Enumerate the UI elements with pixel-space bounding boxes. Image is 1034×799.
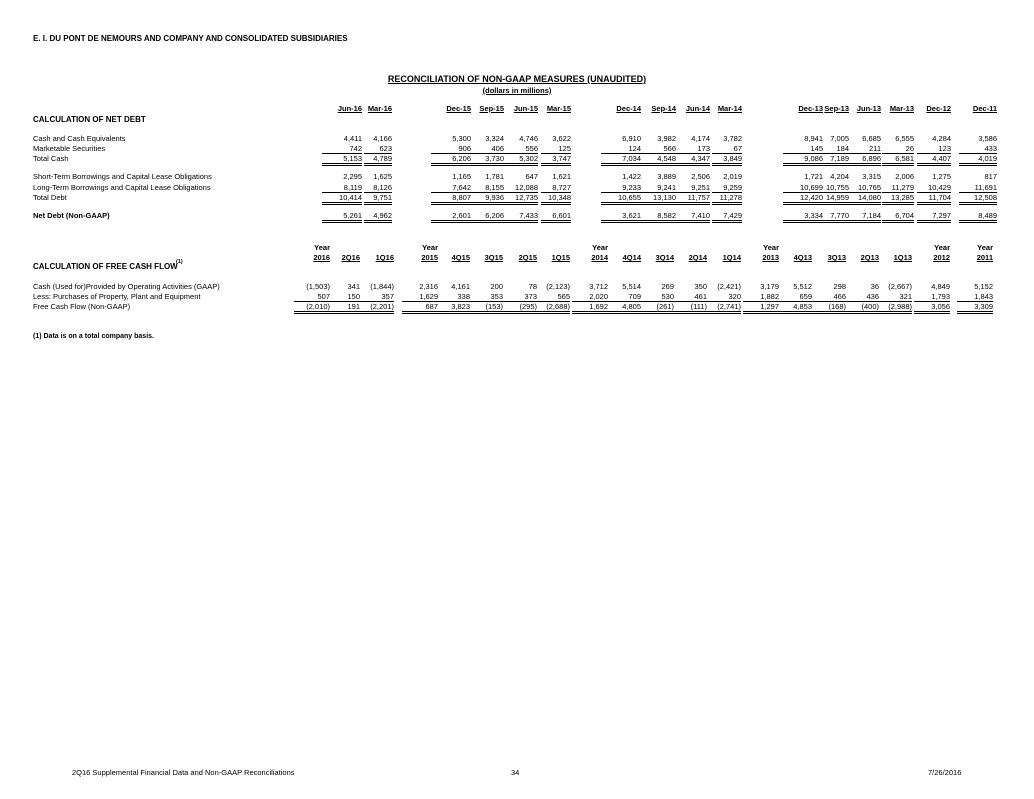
fcf-col-header: 2Q15: [518, 253, 537, 262]
table-cell: 1,275: [932, 172, 951, 181]
net-debt-col-header: Dec-12: [926, 104, 951, 113]
table-cell: (168): [810, 302, 846, 314]
table-cell: 466: [810, 292, 846, 302]
table-cell: 1,621: [552, 172, 571, 181]
table-cell: 2,506: [691, 172, 710, 181]
table-cell: 10,429: [917, 183, 951, 193]
table-cell: (261): [638, 302, 674, 314]
table-cell: (2,201): [358, 302, 394, 314]
net-debt-col-header: Dec-13: [798, 104, 823, 113]
table-cell: 357: [358, 292, 394, 302]
table-cell: 2,006: [895, 172, 914, 181]
table-cell: 3,889: [657, 172, 676, 181]
fcf-col-header: 3Q13: [827, 253, 846, 262]
table-cell: 5,153: [322, 154, 362, 166]
fcf-col-header: 2014: [591, 253, 608, 262]
table-cell: 6,206: [431, 154, 471, 166]
net-debt-col-header: Mar-15: [546, 104, 571, 113]
table-cell: 320: [705, 292, 741, 302]
table-cell: 6,910: [622, 134, 641, 143]
table-cell: 8,489: [959, 211, 997, 223]
table-cell: 1,781: [485, 172, 504, 181]
table-cell: (153): [467, 302, 503, 314]
fcf-col-header-top: Year: [763, 243, 779, 252]
table-cell: 11,278: [712, 193, 742, 205]
table-cell: 3,982: [657, 134, 676, 143]
net-debt-col-header: Jun-14: [685, 104, 710, 113]
net-debt-col-header: Sep-13: [824, 104, 849, 113]
table-cell: 12,088: [498, 183, 538, 193]
table-cell: 5,512: [793, 282, 812, 291]
table-cell: 2,295: [343, 172, 362, 181]
table-cell: 4,962: [364, 211, 392, 223]
fcf-col-header: 2Q14: [688, 253, 707, 262]
table-cell: 3,179: [760, 282, 779, 291]
table-cell: 7,410: [676, 211, 710, 223]
table-cell: 4,174: [691, 134, 710, 143]
table-cell: 1,625: [373, 172, 392, 181]
table-cell: 7,642: [431, 183, 471, 193]
table-cell: 4,805: [605, 302, 641, 314]
table-cell: 200: [490, 282, 503, 291]
table-cell: 12,735: [498, 193, 538, 205]
table-cell: 1,843: [957, 292, 993, 302]
table-cell: (1,844): [370, 282, 394, 291]
net-debt-row-label: Total Cash: [33, 154, 69, 163]
net-debt-col-header: Jun-15: [513, 104, 538, 113]
table-cell: 145: [783, 144, 823, 154]
table-cell: (1,503): [306, 282, 330, 291]
table-cell: 3,056: [914, 302, 950, 314]
table-cell: 1,165: [452, 172, 471, 181]
net-debt-col-header: Mar-14: [717, 104, 742, 113]
table-cell: 7,005: [830, 134, 849, 143]
table-cell: 10,755: [815, 183, 849, 193]
table-cell: 9,086: [783, 154, 823, 166]
table-cell: (295): [501, 302, 537, 314]
table-cell: 9,259: [712, 183, 742, 193]
table-cell: 6,581: [882, 154, 914, 166]
fcf-section-title: CALCULATION OF FREE CASH FLOW: [33, 262, 178, 271]
table-cell: 10,348: [541, 193, 571, 205]
table-cell: 7,189: [815, 154, 849, 166]
table-cell: 6,555: [895, 134, 914, 143]
table-cell: 7,433: [498, 211, 538, 223]
table-cell: 4,789: [364, 154, 392, 166]
table-cell: 7,034: [601, 154, 641, 166]
table-cell: 67: [712, 144, 742, 154]
fcf-col-header-top: Year: [977, 243, 993, 252]
table-cell: 13,285: [882, 193, 914, 205]
table-cell: 3,621: [601, 211, 641, 223]
table-cell: 1,692: [572, 302, 608, 314]
table-cell: 8,807: [431, 193, 471, 205]
table-cell: 10,699: [783, 183, 823, 193]
table-cell: 14,959: [815, 193, 849, 205]
table-cell: 4,347: [676, 154, 710, 166]
fcf-col-header: 2Q16: [341, 253, 360, 262]
fcf-row-label: Less: Purchases of Property, Plant and Equipment: [33, 292, 201, 301]
table-cell: 14,080: [847, 193, 881, 205]
table-cell: 709: [605, 292, 641, 302]
table-cell: 461: [671, 292, 707, 302]
table-cell: 6,685: [862, 134, 881, 143]
table-cell: 10,655: [601, 193, 641, 205]
table-cell: 3,622: [552, 134, 571, 143]
report-title: RECONCILIATION OF NON-GAAP MEASURES (UNAUDITED): [387, 74, 647, 84]
table-cell: 406: [468, 144, 504, 154]
table-cell: 269: [661, 282, 674, 291]
table-cell: 8,727: [541, 183, 571, 193]
table-cell: 556: [498, 144, 538, 154]
fcf-col-header-top: Year: [592, 243, 608, 252]
table-cell: 8,119: [322, 183, 362, 193]
table-cell: 9,751: [364, 193, 392, 205]
table-cell: 11,691: [959, 183, 997, 193]
fcf-col-header: 2016: [313, 253, 330, 262]
table-cell: (2,667): [888, 282, 912, 291]
table-cell: 125: [541, 144, 571, 154]
table-cell: 436: [843, 292, 879, 302]
table-cell: 8,155: [468, 183, 504, 193]
table-cell: (2,010): [294, 302, 330, 314]
fcf-row-label: Cash (Used for)Provided by Operating Activities (GAAP): [33, 282, 220, 291]
table-cell: 3,730: [468, 154, 504, 166]
net-debt-col-header: Sep-14: [651, 104, 676, 113]
net-debt-col-header: Jun-16: [337, 104, 362, 113]
table-cell: 566: [640, 144, 676, 154]
table-cell: 3,309: [957, 302, 993, 314]
table-cell: 8,582: [640, 211, 676, 223]
table-cell: 565: [534, 292, 570, 302]
table-cell: (2,123): [546, 282, 570, 291]
table-cell: 4,746: [519, 134, 538, 143]
net-debt-col-header: Jun-13: [856, 104, 881, 113]
table-cell: 12,508: [959, 193, 997, 205]
table-cell: 4,853: [776, 302, 812, 314]
fcf-col-header: 1Q14: [722, 253, 741, 262]
table-cell: 1,422: [622, 172, 641, 181]
table-cell: 1,297: [743, 302, 779, 314]
table-cell: 8,126: [364, 183, 392, 193]
table-cell: (111): [671, 302, 707, 314]
table-cell: 4,166: [373, 134, 392, 143]
table-cell: 11,279: [882, 183, 914, 193]
table-cell: 507: [294, 292, 330, 302]
table-cell: 123: [917, 144, 951, 154]
table-cell: 353: [467, 292, 503, 302]
net-debt-row-label: Net Debt (Non-GAAP): [33, 211, 110, 220]
table-cell: 10,765: [847, 183, 881, 193]
table-cell: 373: [501, 292, 537, 302]
table-cell: 10,414: [322, 193, 362, 205]
fcf-row-label: Free Cash Flow (Non-GAAP): [33, 302, 131, 311]
table-cell: 5,300: [452, 134, 471, 143]
fcf-col-header: 2015: [421, 253, 438, 262]
fcf-col-header: 2013: [762, 253, 779, 262]
net-debt-col-header: Sep-15: [479, 104, 504, 113]
net-debt-row-label: Total Debt: [33, 193, 67, 202]
table-cell: 4,019: [959, 154, 997, 166]
fcf-col-header: 4Q13: [793, 253, 812, 262]
table-cell: 4,849: [931, 282, 950, 291]
table-cell: 623: [364, 144, 392, 154]
net-debt-row-label: Cash and Cash Equivalents: [33, 134, 126, 143]
footer-left: 2Q16 Supplemental Financial Data and Non-GAAP Reconciliations: [72, 768, 295, 777]
table-cell: 6,704: [882, 211, 914, 223]
fcf-col-header-top: Year: [422, 243, 438, 252]
table-cell: 2,316: [419, 282, 438, 291]
fcf-col-header: 4Q14: [622, 253, 641, 262]
table-cell: 5,152: [974, 282, 993, 291]
table-cell: 6,896: [847, 154, 881, 166]
table-cell: 9,233: [601, 183, 641, 193]
table-cell: (2,988): [876, 302, 912, 314]
table-cell: 1,793: [914, 292, 950, 302]
table-cell: 1,882: [743, 292, 779, 302]
net-debt-row-label: Long-Term Borrowings and Capital Lease Obligations: [33, 183, 211, 192]
net-debt-row-label: Marketable Securities: [33, 144, 106, 153]
table-cell: (2,421): [717, 282, 741, 291]
fcf-col-header: 2012: [933, 253, 950, 262]
table-cell: 2,601: [431, 211, 471, 223]
footnote: (1) Data is on a total company basis.: [33, 333, 154, 340]
table-cell: 7,184: [847, 211, 881, 223]
table-cell: 211: [847, 144, 881, 154]
net-debt-col-header: Mar-16: [367, 104, 392, 113]
net-debt-col-header: Dec-14: [616, 104, 641, 113]
table-cell: 5,514: [622, 282, 641, 291]
table-cell: 3,849: [712, 154, 742, 166]
table-cell: 2,019: [723, 172, 742, 181]
table-cell: 1,629: [402, 292, 438, 302]
page-number: 34: [511, 768, 520, 777]
net-debt-row-label: Short-Term Borrowings and Capital Lease Obligations: [33, 172, 212, 181]
table-cell: 11,704: [917, 193, 951, 205]
table-cell: 341: [347, 282, 360, 291]
table-cell: 2,020: [572, 292, 608, 302]
table-cell: 191: [324, 302, 360, 314]
table-cell: 298: [833, 282, 846, 291]
table-cell: 13,130: [640, 193, 676, 205]
table-cell: 3,586: [978, 134, 997, 143]
table-cell: 12,420: [783, 193, 823, 205]
fcf-col-header-top: Year: [314, 243, 330, 252]
table-cell: 6,206: [468, 211, 504, 223]
table-cell: 350: [694, 282, 707, 291]
table-cell: 4,407: [917, 154, 951, 166]
fcf-col-header: 4Q15: [451, 253, 470, 262]
table-cell: 78: [528, 282, 537, 291]
table-cell: 11,757: [676, 193, 710, 205]
table-cell: 173: [676, 144, 710, 154]
table-cell: 817: [984, 172, 997, 181]
table-cell: 338: [434, 292, 470, 302]
table-cell: 1,721: [804, 172, 823, 181]
table-cell: 4,284: [932, 134, 951, 143]
fcf-col-header: 3Q15: [484, 253, 503, 262]
table-cell: 150: [324, 292, 360, 302]
fcf-col-header: 2Q13: [860, 253, 879, 262]
table-cell: 4,548: [640, 154, 676, 166]
net-debt-col-header: Dec-15: [446, 104, 471, 113]
table-cell: 5,261: [322, 211, 362, 223]
report-subtitle: (dollars in millions): [482, 86, 552, 95]
table-cell: 184: [815, 144, 849, 154]
table-cell: 36: [870, 282, 879, 291]
table-cell: 742: [322, 144, 362, 154]
table-cell: 9,251: [676, 183, 710, 193]
table-cell: 5,302: [498, 154, 538, 166]
table-cell: 124: [601, 144, 641, 154]
table-cell: 8,941: [804, 134, 823, 143]
net-debt-col-header: Dec-11: [972, 104, 997, 113]
fcf-section-footnote-ref: (1): [176, 259, 183, 265]
table-cell: (400): [843, 302, 879, 314]
fcf-col-header: 1Q16: [375, 253, 394, 262]
table-cell: 3,712: [589, 282, 608, 291]
net-debt-col-header: Mar-13: [889, 104, 914, 113]
table-cell: 4,204: [830, 172, 849, 181]
table-cell: 3,747: [541, 154, 571, 166]
table-cell: 3,315: [862, 172, 881, 181]
footer-date: 7/26/2016: [928, 768, 962, 777]
table-cell: 321: [876, 292, 912, 302]
table-cell: (2,741): [705, 302, 741, 314]
table-cell: 4,161: [451, 282, 470, 291]
table-cell: 433: [959, 144, 997, 154]
table-cell: 9,241: [640, 183, 676, 193]
table-cell: 3,324: [485, 134, 504, 143]
table-cell: 3,334: [783, 211, 823, 223]
company-name: E. I. DU PONT DE NEMOURS AND COMPANY AND CONSOLIDATED SUBSIDIARIES: [33, 34, 348, 43]
table-cell: 7,297: [917, 211, 951, 223]
fcf-col-header: 1Q13: [893, 253, 912, 262]
table-cell: 6,601: [541, 211, 571, 223]
table-cell: 3,823: [434, 302, 470, 314]
table-cell: 906: [431, 144, 471, 154]
fcf-col-header-top: Year: [934, 243, 950, 252]
table-cell: 26: [882, 144, 914, 154]
fcf-col-header: 3Q14: [655, 253, 674, 262]
fcf-col-header: 2011: [976, 253, 993, 262]
net-debt-section-title: CALCULATION OF NET DEBT: [33, 115, 146, 124]
table-cell: 659: [776, 292, 812, 302]
table-cell: 647: [525, 172, 538, 181]
table-cell: 4,411: [343, 134, 362, 143]
table-cell: 3,782: [723, 134, 742, 143]
table-cell: (2,688): [534, 302, 570, 314]
table-cell: 530: [638, 292, 674, 302]
table-cell: 7,429: [712, 211, 742, 223]
table-cell: 7,770: [815, 211, 849, 223]
table-cell: 687: [402, 302, 438, 314]
fcf-col-header: 1Q15: [551, 253, 570, 262]
table-cell: 9,936: [468, 193, 504, 205]
